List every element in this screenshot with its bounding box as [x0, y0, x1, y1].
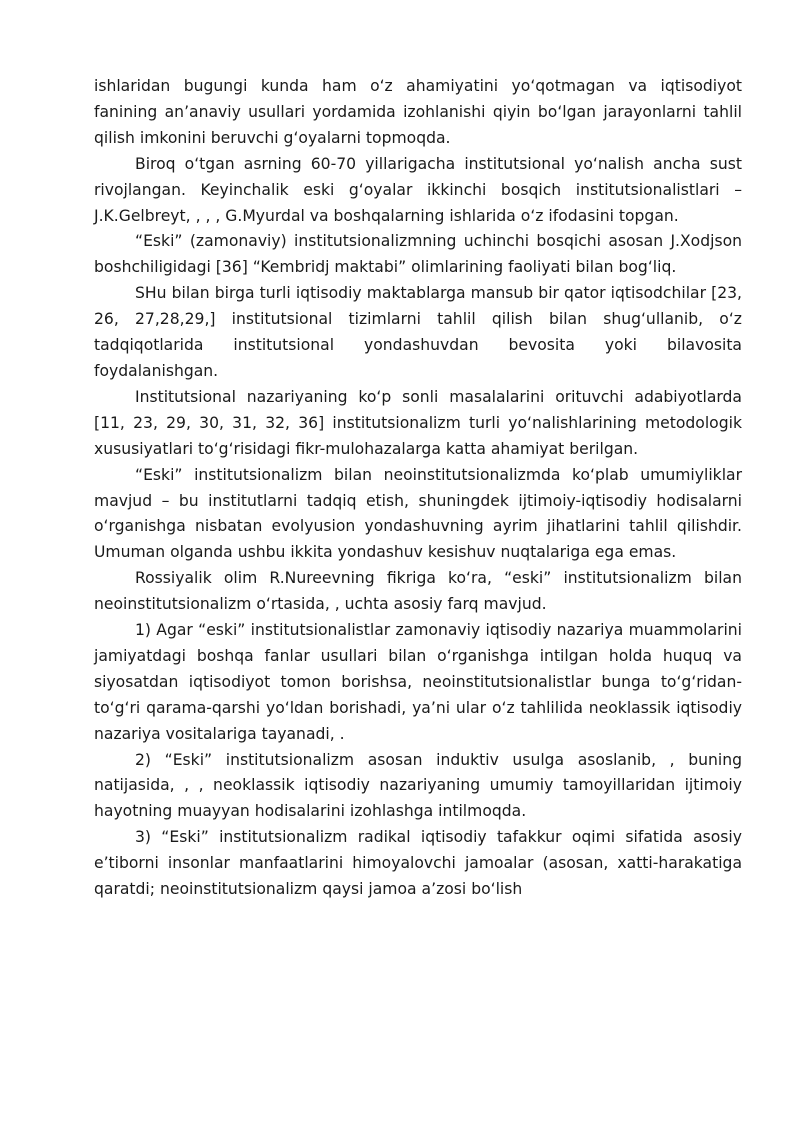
- paragraph-9: 2) “Eski” institutsionalizm asosan induktiv usulga asoslanib, , buning natijasida, , , neoklassik iqtisodiy nazariyaning umumiy tamoyillaridan ijtimoiy hayotning muayyan hodisalarini izohlashga intilmoqda.: [94, 750, 742, 821]
- paragraph-7: Rossiyalik olim R.Nureevning fikriga ko‘ra, “eski” institutsionalizm bilan neoinstitutsionalizm o‘rtasida, , uchta asosiy farq mavjud.: [94, 569, 742, 614]
- document-page: [94, 74, 742, 903]
- paragraph-4: SHu bilan birga turli iqtisodiy maktablarga mansub bir qator iqtisodchilar [23, 26, 27,28,29,] institutsional tizimlarni tahlil qilish bilan shug‘ullanib, o‘z tadqiqotlarida institutsional yondashuvdan bevosita yoki bilavosita foydalanishgan.: [94, 284, 742, 380]
- paragraph-1: ishlaridan bugungi kunda ham o‘z ahamiyatini yo‘qotmagan va iqtisodiyot fanining an’anaviy usullari yordamida izohlanishi qiyin bo‘lgan jarayonlarni tahlil qilish imkonini beruvchi g‘oyalarni topmoqda.: [94, 77, 742, 147]
- paragraph-3: “Eski” (zamonaviy) institutsionalizmning uchinchi bosqichi asosan J.Xodjson boshchiligidagi [36] “Kembridj maktabi” olimlarining faoliyati bilan bog‘liq.: [94, 232, 742, 277]
- paragraph-10: 3) “Eski” institutsionalizm radikal iqtisodiy tafakkur oqimi sifatida asosiy e’tiborni insonlar manfaatlarini himoyalovchi jamoalar (asosan, xatti-harakatiga qaratdi; neoinstitutsionalizm qaysi jamoa a’zosi bo‘lish: [94, 828, 742, 899]
- paragraph-2: Biroq o‘tgan asrning 60-70 yillarigacha institutsional yo‘nalish ancha sust rivojlangan. Keyinchalik eski g‘oyalar ikkinchi bosqich institutsionalistlari – J.K.Gelbreyt, , , , G.Myurdal va boshqalarning ishlarida o‘z ifodasini topgan.: [94, 154, 742, 225]
- paragraph-5: Institutsional nazariyaning ko‘p sonli masalalarini orituvchi adabiyotlarda [11, 23, 29, 30, 31, 32, 36] institutsionalizm turli yo‘nalishlarining metodologik xususiyatlari to‘g‘risidagi fikr-mulohazalarga katta ahamiyat berilgan.: [94, 387, 742, 458]
- paragraph-6: “Eski” institutsionalizm bilan neoinstitutsionalizmda ko‘plab umumiyliklar mavjud – bu institutlarni tadqiq etish, shuningdek ijtimoiy-iqtisodiy hodisalarni o‘rganishga nisbatan evolyusion yondashuvning ayrim jihatlarini tahlil qilishdir. Umuman olganda ushbu ikkita yondashuv kesishuv nuqtalariga ega emas.: [94, 465, 742, 562]
- paragraph-8: 1) Agar “eski” institutsionalistlar zamonaviy iqtisodiy nazariya muammolarini jamiyatdagi boshqa fanlar usullari bilan o‘rganishga intilgan holda huquq va siyosatdan iqtisodiyot tomon borishsa, neoinstitutsionalistlar bunga to‘g‘ridan-to‘g‘ri qarama-qarshi yo‘ldan borishadi, ya’ni ular o‘z tahlilida neoklassik iqtisodiy nazariya vositalariga tayanadi, .: [94, 621, 742, 743]
